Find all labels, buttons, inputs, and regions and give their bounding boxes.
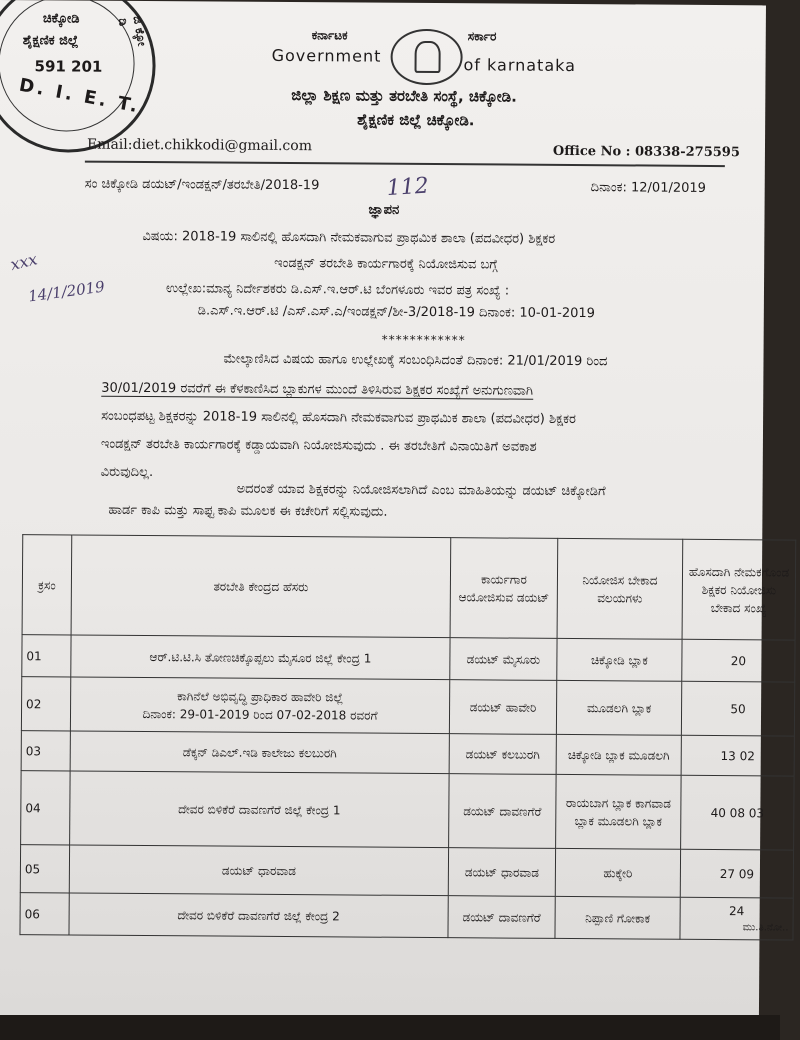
cell-zone: ನಿಪ್ಪಾಣಿ ಗೋಕಾಕ <box>555 896 680 939</box>
cell-sl: 05 <box>20 845 69 893</box>
continued-note: ಮು.ತಿ.ನೋ.. <box>742 922 789 934</box>
col-zones: ನಿಯೋಜಿಸ ಬೇಕಾದ ವಲಯಗಳು <box>557 538 683 639</box>
reference-number: ಸಂ ಚಿಕ್ಕೋಡಿ ಡಯಟ್/ಇಂಡಕ್ಷನ್/ತರಬೇತಿ/2018-19 <box>84 176 320 194</box>
background-shadow <box>0 1015 780 1040</box>
cell-zone: ರಾಯಬಾಗ ಬ್ಲಾಕ ಕಾಗವಾಡ ಬ್ಲಾಕ ಮೂಡಲಗಿ ಬ್ಲಾಕ <box>556 774 682 849</box>
table-row <box>20 893 793 940</box>
cell-count: 27 09 <box>680 849 793 898</box>
count-value: 24 <box>728 904 745 919</box>
col-teacher-count: ಹೊಸದಾಗಿ ನೇಮಕಗೊಂಡ ಶಿಕ್ಷಕರ ನಿಯೋಜಿಸು ಬೇಕಾದ ಸಂಖ್ಯೆ <box>682 539 796 640</box>
subject-line-2: ಇಂಡಕ್ಷನ್ ತರಬೇತಿ ಕಾರ್ಯಗಾರಕ್ಕೆ ನಿಯೋಜಿಸುವ ಬಗ್ಗೆ <box>274 255 498 273</box>
email-address: Email:diet.chikkodi@gmail.com <box>86 136 313 155</box>
seal-line-5: ಜಿ ಕ್ಕೋ ಡಿ <box>115 14 150 47</box>
cell-centre <box>70 677 449 734</box>
cell-zone: ಮೂಡಲಗಿ ಬ್ಲಾಕ <box>556 680 681 735</box>
cell-sl: 04 <box>21 771 71 845</box>
separator-stars: ************ <box>381 332 466 348</box>
para2-line-2: ಹಾರ್ಡ ಕಾಪಿ ಮತ್ತು ಸಾಫ್ಟ ಕಾಪಿ ಮೂಲಕ ಈ ಕಚೇರಿಗೆ ಸಲ್ಲಿಸುವುದು. <box>108 502 388 520</box>
cell-count: 20 <box>682 639 795 682</box>
cell-centre <box>71 635 450 680</box>
centre-name: ಆರ್.ಟಿ.ಟಿ.ಸಿ ತೋಣಚಿಕ್ಕೊಪ್ಪಲು ಮೈಸೂರ ಜಿಲ್ಲೆ ಕೇಂದ್ರ 1 <box>149 649 372 666</box>
seal-line-1: ಚಿಕ್ಕೋಡಿ <box>42 11 80 27</box>
seal-line-2: ಶೈಕ್ಷಣಿಕ ಜಿಲ್ಲೆ <box>22 33 79 49</box>
centre-dates: ದಿನಾಂಕ: 29-01-2019 ರಿಂದ 07-02-2018 ರವರಗೆ <box>142 706 378 723</box>
para1-line-1: ಮೇಲ್ಕಾಣಿಸಿದ ವಿಷಯ ಹಾಗೂ ಉಲ್ಲೇಖಕ್ಕೆ ಸಂಬಂಧಿಸಿದಂತೆ ದಿನಾಂಕ: 21/01/2019 ರಿಂದ <box>223 351 608 370</box>
notice-title: ಜ್ಞಾಪನ <box>368 202 400 218</box>
col-sl-no: ಕ್ರಸಂ <box>22 535 72 635</box>
state-name-kannada: ಕರ್ನಾಟಕ <box>311 28 348 43</box>
para1-line-3: ಸಂಬಂಧಪಟ್ಟ ಶಿಕ್ಷಕರನ್ನು 2018-19 ಸಾಲಿನಲ್ಲಿ ಹೊಸದಾಗಿ ನೇಮಕವಾಗುವ ಪ್ರಾಥಮಿಕ ಶಾಲಾ (ಪದವೀಧರ) ಶಿಕ್ಷಕರ <box>101 408 576 428</box>
table-row <box>21 677 794 736</box>
cell-zone: ಹುಕ್ಕೇರಿ <box>555 848 680 897</box>
diet-seal <box>0 0 156 153</box>
handwritten-number: 112 <box>385 173 430 202</box>
cell-sl: 06 <box>20 893 69 935</box>
cell-diet: ಡಯಟ್ ಕಲಬುರಗಿ <box>449 734 556 775</box>
cell-diet: ಡಯಟ್ ದಾವಣಗೆರೆ <box>449 774 557 849</box>
cell-count: 13 02 <box>681 735 794 776</box>
table-row <box>20 845 793 898</box>
para1-line-5: ವಿರುವುದಿಲ್ಲ. <box>100 464 154 481</box>
cell-centre: ದೇವರ ಬಿಳಿಕೆರೆ ದಾವಣಗೆರೆ ಜಿಲ್ಲೆ ಕೇಂದ್ರ 2 <box>69 893 448 938</box>
subject-line-1: ವಿಷಯ: 2018-19 ಸಾಲಿನಲ್ಲಿ ಹೊಸದಾಗಿ ನೇಮಕವಾಗುವ ಪ್ರಾಥಮಿಕ ಶಾಲಾ (ಪದವೀಧರ) ಶಿಕ್ಷಕರ <box>142 228 556 247</box>
institute-name: ಜಿಲ್ಲಾ ಶಿಕ್ಷಣ ಮತ್ತು ತರಬೇತಿ ಸಂಸ್ಥೆ, ಚಿಕ್ಕೋಡಿ. <box>291 86 517 106</box>
cell-centre: ದೇವರ ಬಿಳಿಕೆರೆ ದಾವಣಗೆರೆ ಜಿಲ್ಲೆ ಕೇಂದ್ರ 1 <box>70 771 450 848</box>
cell-diet: ಡಯಟ್ ಮೈಸೂರು <box>450 638 557 681</box>
seal-line-4: D. I. E. T. <box>17 74 142 118</box>
letter-date: ದಿನಾಂಕ: 12/01/2019 <box>590 180 707 196</box>
cell-centre: ಡೆಕ್ಕನ್ ಡಿಎಲ್.ಇಡಿ ಕಾಲೇಜು ಕಲಬುರಗಿ <box>70 731 449 774</box>
district-name: ಶೈಕ್ಷಣಿಕ ಜಿಲ್ಲೆ ಚಿಕ್ಕೋಡಿ. <box>357 110 475 130</box>
cell-diet: ಡಯಟ್ ಧಾರವಾಡ <box>448 848 555 897</box>
header-divider <box>85 161 725 167</box>
karnataka-emblem-icon <box>390 29 462 86</box>
para1-line-4: ಇಂಡಕ್ಷನ್ ತರಬೇತಿ ಕಾರ್ಯಗಾರಕ್ಕೆ ಕಡ್ಡಾಯವಾಗಿ ನಿಯೋಜಿಸುವುದು . ಈ ತರಬೇತಿಗೆ ವಿನಾಯಿತಿಗೆ ಅವಕಾಶ <box>100 436 537 455</box>
sarkara-kannada: ಸರ್ಕಾರ <box>467 29 497 44</box>
cell-count <box>680 897 793 940</box>
table-row <box>22 635 795 682</box>
cell-diet: ಡಯಟ್ ಹಾವೇರಿ <box>449 680 556 735</box>
col-centre-name: ತರಬೇತಿ ಕೇಂದ್ರದ ಹೆಸರು <box>71 535 451 638</box>
table-row <box>21 731 794 776</box>
cell-diet: ಡಯಟ್ ದಾವಣಗೆರೆ <box>448 896 555 939</box>
table-row <box>21 771 794 850</box>
reference-line-1: ಉಲ್ಲೇಖ:ಮಾನ್ಯ ನಿರ್ದೇಶಕರು ಡಿ.ಎಸ್.ಇ.ಆರ್.ಟಿ ಬೆಂಗಳೂರು ಇವರ ಪತ್ರ ಸಂಖ್ಯೆ : <box>165 281 510 299</box>
training-centres-table <box>19 534 796 940</box>
office-phone: Office No : 08338-275595 <box>552 143 740 161</box>
of-karnataka-label: of karnataka <box>463 55 577 76</box>
margin-note: xxx <box>8 249 40 275</box>
table-header-row <box>22 535 796 640</box>
centre-name: ಕಾಗಿನೆಲೆ ಅಭಿವೃದ್ಧಿ ಪ್ರಾಧಿಕಾರ ಹಾವೇರಿ ಜಿಲ್ಲೆ <box>177 688 344 704</box>
cell-sl: 02 <box>21 677 70 731</box>
col-organising-diet: ಕಾರ್ಯಗಾರ ಆಯೋಜಿಸುವ ಡಯಟ್ <box>450 538 558 639</box>
cell-zone: ಚಿಕ್ಕೋಡಿ ಬ್ಲಾಕ ಮೂಡಲಗಿ <box>556 734 681 775</box>
para1-line-2: 30/01/2019 ರವರೆಗೆ ಈ ಕೆಳಕಾಣಿಸಿದ ಬ್ಲಾಕುಗಳ ಮುಂದೆ ತಿಳಿಸಿರುವ ಶಿಕ್ಷಕರ ಸಂಖ್ಯೆಗೆ ಅನುಗುಣವಾಗಿ <box>101 380 534 399</box>
cell-centre: ಡಯಟ್ ಧಾರವಾಡ <box>69 845 448 896</box>
cell-count: 40 08 03 <box>681 775 795 850</box>
cell-zone: ಚಿಕ್ಕೋಡಿ ಬ್ಲಾಕ <box>557 638 682 681</box>
cell-sl: 01 <box>22 635 71 677</box>
seal-line-3: 591 201 <box>34 57 103 76</box>
reference-line-2: ಡಿ.ಎಸ್.ಇ.ಆರ್.ಟಿ /ಎಸ್.ಎಸ್.ಎ/ಇಂಡಕ್ಷನ್/ಶೀ-3/2018-19 ದಿನಾಂಕ: 10-01-2019 <box>197 303 596 322</box>
margin-date: 14/1/2019 <box>27 277 106 306</box>
cell-sl: 03 <box>21 731 70 771</box>
cell-count: 50 <box>681 681 794 736</box>
para2-line-1: ಅದರಂತೆ ಯಾವ ಶಿಕ್ಷಕರನ್ನು ನಿಯೋಜಿಸಲಾಗಿದೆ ಎಂಬ ಮಾಹಿತಿಯನ್ನು ಡಯಟ್ ಚಿಕ್ಕೋಡಿಗೆ <box>236 481 606 500</box>
government-label: Government <box>271 45 382 66</box>
